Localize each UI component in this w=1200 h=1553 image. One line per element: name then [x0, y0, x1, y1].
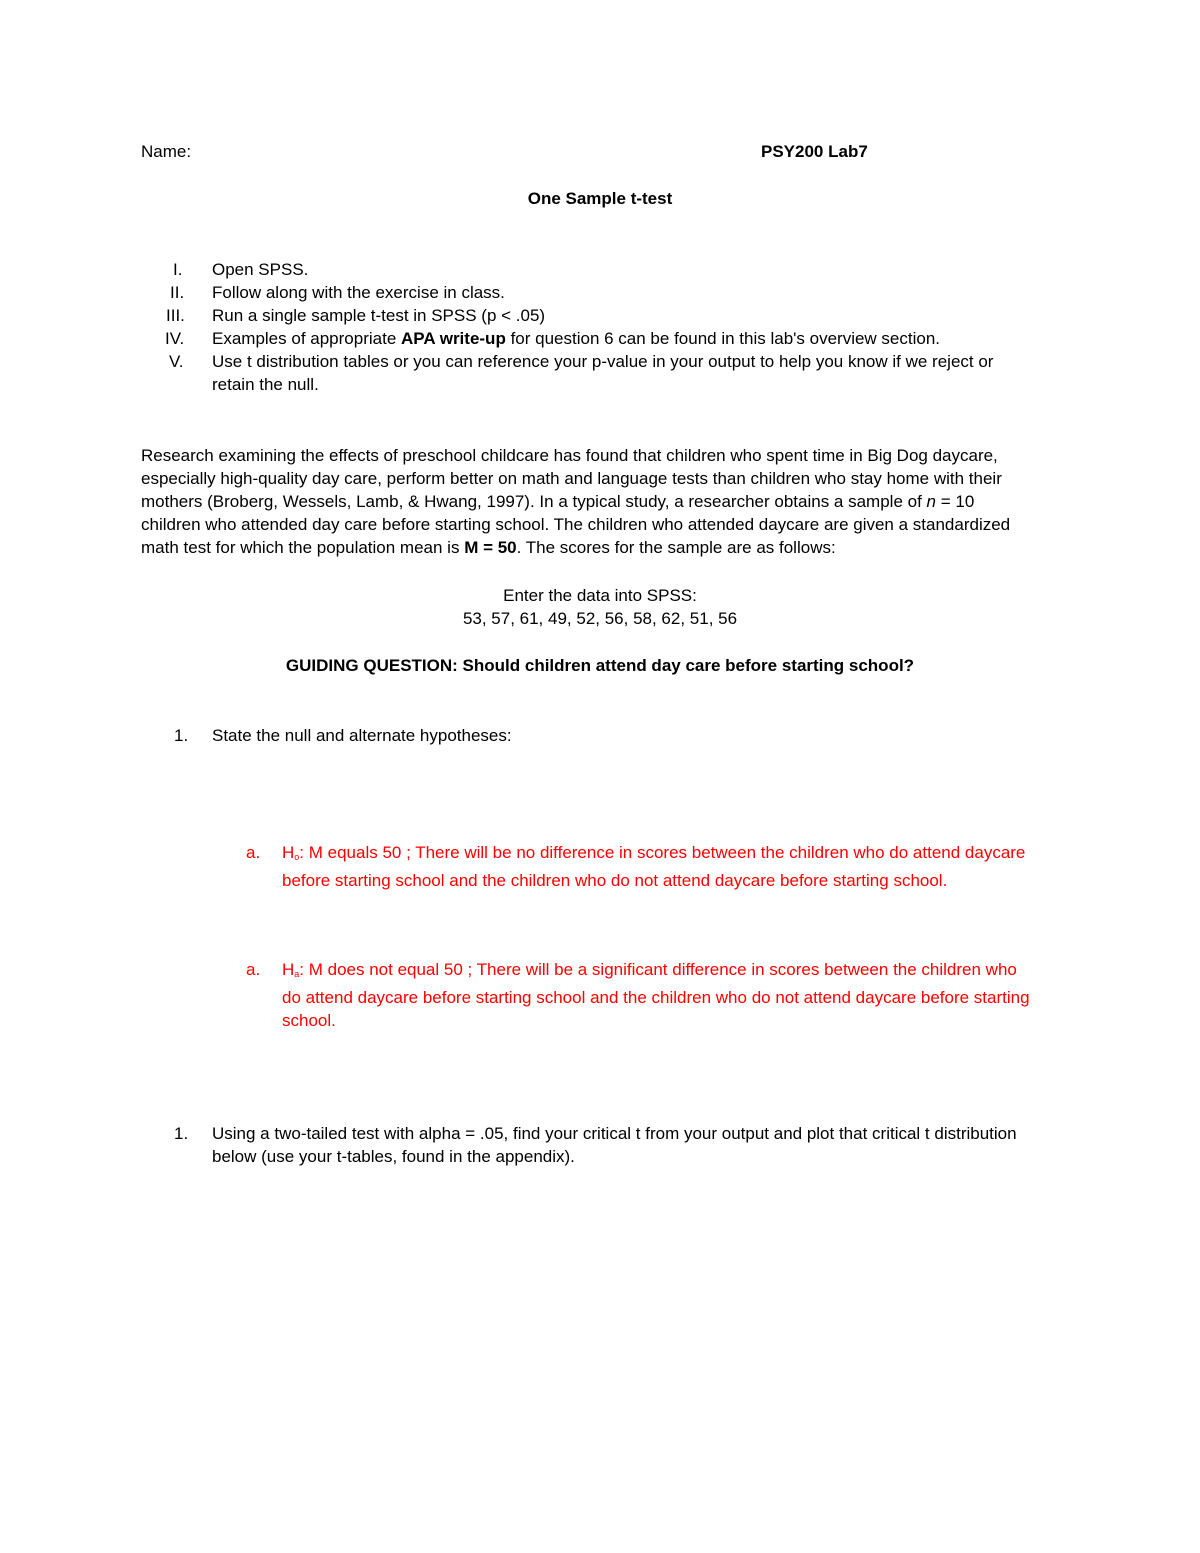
answer-line: before starting school and the children who do not attend daycare before starting school. — [282, 871, 948, 890]
instruction-text: Open SPSS. — [212, 260, 309, 279]
instruction-line: retain the null. — [212, 375, 319, 394]
question-text: State the null and alternate hypotheses: — [212, 726, 512, 745]
paragraph-line — [141, 536, 1061, 559]
instruction-number: III. — [166, 306, 185, 325]
hypothesis-subscript: a — [294, 969, 300, 979]
instruction-text: Follow along with the exercise in class. — [212, 283, 505, 302]
research-paragraph — [141, 444, 1061, 559]
paragraph-line: children who attended day care before starting school. The children who attended daycare are given a standardized — [141, 515, 1011, 534]
paragraph-text-part: = 10 — [936, 492, 975, 511]
answer-line: school. — [282, 1011, 336, 1030]
hypothesis-subscript: o — [294, 852, 300, 862]
page-title: One Sample t-test — [527, 189, 673, 208]
guiding-question: GUIDING QUESTION: Should children attend day care before starting school? — [285, 656, 915, 675]
paragraph-text-part: math test for which the population mean is — [141, 538, 465, 557]
question-text — [212, 1122, 1092, 1168]
paragraph-text-part: mothers (Broberg, Wessels, Lamb, & Hwang, 1997). In a typical study, a researcher obtains a sample of — [141, 492, 927, 511]
instruction-number: I. — [173, 260, 183, 279]
instruction-number: IV. — [165, 329, 185, 348]
paragraph-text-part: . The scores for the sample are as follows: — [516, 538, 836, 557]
question-line: Using a two-tailed test with alpha = .05, find your critical t from your output and plot that critical t distribution — [212, 1124, 1017, 1143]
hypothesis-symbol: H — [282, 960, 295, 979]
answer-letter: a. — [246, 960, 261, 979]
answer-letter: a. — [246, 843, 261, 862]
instruction-text: Run a single sample t-test in SPSS (p < .05) — [212, 306, 546, 325]
question-number: 1. — [174, 726, 189, 745]
instruction-text-part: Examples of appropriate — [212, 329, 401, 348]
answer-text: : M does not equal 50 ; There will be a significant difference in scores between the children who — [299, 960, 1017, 979]
alternate-hypothesis-answer — [282, 958, 1102, 1032]
answer-line — [282, 841, 1102, 869]
population-mean: M = 50 — [464, 538, 517, 557]
instruction-line: Use t distribution tables or you can reference your p-value in your output to help you know if we reject or — [212, 352, 994, 371]
instruction-text-part: for question 6 can be found in this lab's overview section. — [505, 329, 941, 348]
instruction-number: V. — [169, 352, 184, 371]
paragraph-line — [141, 490, 1061, 513]
data-entry-label: Enter the data into SPSS: — [503, 586, 697, 605]
apa-writeup-emphasis: APA write-up — [401, 329, 506, 348]
answer-line — [282, 958, 1102, 986]
hypothesis-symbol: H — [282, 843, 295, 862]
name-label: Name: — [141, 142, 192, 161]
instruction-list — [141, 258, 1061, 408]
answer-line: do attend daycare before starting school and the children who do not attend daycare before starting — [282, 988, 1030, 1007]
data-values: 53, 57, 61, 49, 52, 56, 58, 62, 51, 56 — [462, 609, 738, 628]
instruction-text — [212, 350, 1042, 396]
sample-size-symbol: n — [926, 492, 936, 511]
null-hypothesis-answer — [282, 841, 1102, 892]
answer-text: : M equals 50 ; There will be no difference in scores between the children who do attend daycare — [299, 843, 1026, 862]
paragraph-line: Research examining the effects of preschool childcare has found that children who spent time in Big Dog daycare, — [141, 446, 998, 465]
question-number: 1. — [174, 1124, 189, 1143]
paragraph-line: especially high-quality day care, perform better on math and language tests than children who stay home with their — [141, 469, 1002, 488]
instruction-number: II. — [170, 283, 185, 302]
course-code: PSY200 Lab7 — [761, 142, 868, 161]
instruction-text — [212, 327, 1042, 350]
question-line: below (use your t-tables, found in the appendix). — [212, 1147, 575, 1166]
